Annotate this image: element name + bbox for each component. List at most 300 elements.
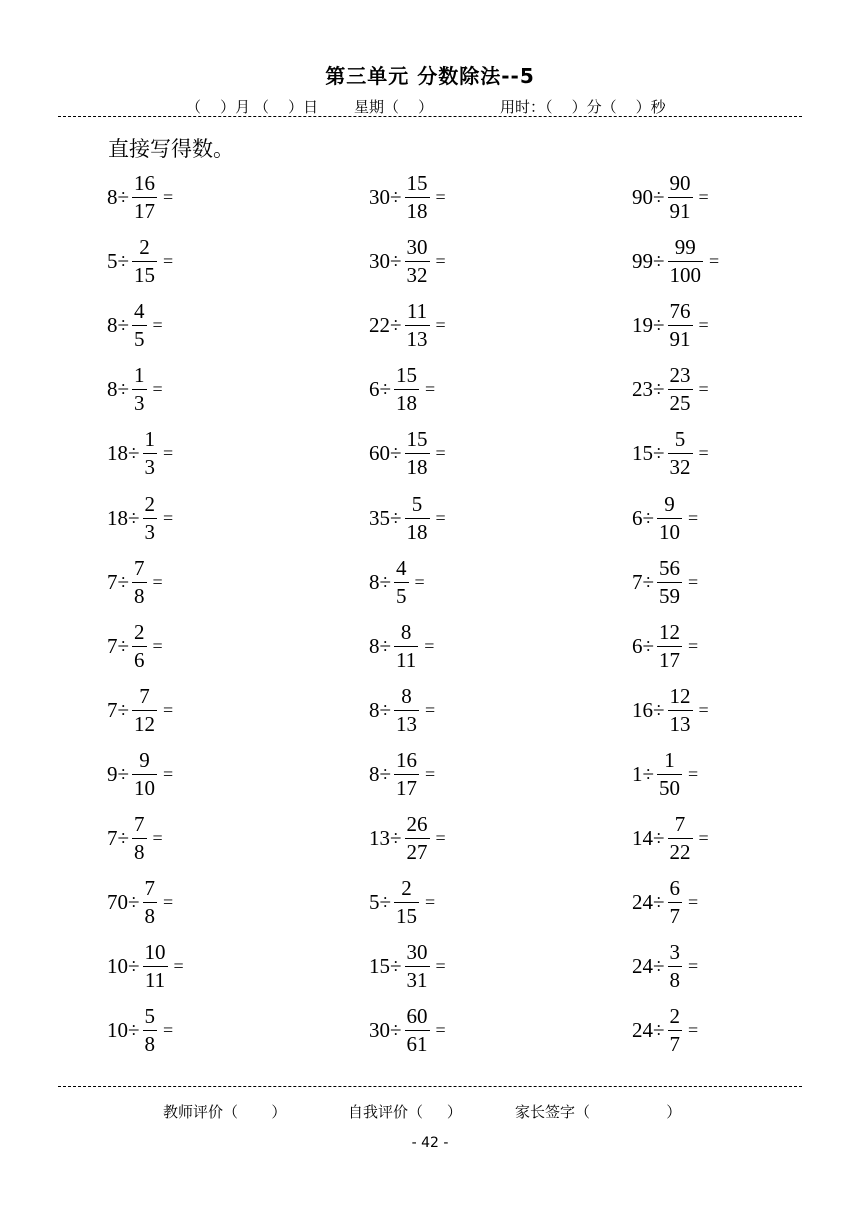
dividend: 24 xyxy=(632,889,653,914)
numerator: 2 xyxy=(144,491,156,516)
problem-item xyxy=(632,491,698,545)
equals-sign: = xyxy=(425,699,436,720)
fraction xyxy=(143,939,168,992)
divide-sign: ÷ xyxy=(390,248,402,273)
divide-sign: ÷ xyxy=(653,825,665,850)
numerator: 12 xyxy=(669,683,691,708)
dividend: 8 xyxy=(107,376,118,401)
problem-item xyxy=(107,170,173,224)
divide-sign: ÷ xyxy=(653,1017,665,1042)
problem-item xyxy=(632,619,698,673)
equals-sign: = xyxy=(163,699,174,720)
fraction xyxy=(405,491,430,544)
divide-sign: ÷ xyxy=(379,889,392,914)
self-evaluation: 自我评价（ ） xyxy=(348,1103,462,1121)
dividend: 24 xyxy=(632,1017,653,1042)
fraction xyxy=(394,875,419,928)
denominator: 17 xyxy=(134,198,156,223)
fraction xyxy=(668,362,693,415)
problem-item xyxy=(369,298,446,352)
problem-item xyxy=(369,234,446,288)
fraction xyxy=(657,555,682,608)
dividend: 8 xyxy=(369,697,380,722)
dividend: 24 xyxy=(632,953,653,978)
fraction xyxy=(668,426,693,479)
divide-sign: ÷ xyxy=(379,697,392,722)
dividend: 7 xyxy=(107,825,118,850)
problem-item xyxy=(632,298,709,352)
equals-sign: = xyxy=(152,827,163,848)
numerator: 9 xyxy=(664,491,675,516)
dividend: 1 xyxy=(632,761,643,786)
problem-item xyxy=(632,939,698,993)
divide-sign: ÷ xyxy=(117,825,130,850)
problem-item xyxy=(107,234,173,288)
denominator: 27 xyxy=(406,839,428,864)
problem-item xyxy=(107,619,163,673)
fraction xyxy=(405,234,430,287)
equals-sign: = xyxy=(425,763,436,784)
divide-sign: ÷ xyxy=(390,440,402,465)
equals-sign: = xyxy=(435,1019,446,1040)
divide-sign: ÷ xyxy=(117,376,130,401)
numerator: 2 xyxy=(139,234,150,259)
fraction xyxy=(668,234,704,287)
equals-sign: = xyxy=(163,442,174,463)
problem-item xyxy=(632,875,698,929)
dividend: 70 xyxy=(107,889,128,914)
denominator: 8 xyxy=(134,839,145,864)
divide-sign: ÷ xyxy=(117,697,130,722)
equals-sign: = xyxy=(698,442,709,463)
numerator: 4 xyxy=(134,298,145,323)
denominator: 11 xyxy=(144,967,166,992)
denominator: 13 xyxy=(396,711,418,736)
numerator: 12 xyxy=(659,619,681,644)
problem-item xyxy=(369,491,446,545)
day-field: （ ）日 xyxy=(254,98,319,116)
denominator: 25 xyxy=(669,390,691,415)
numerator: 2 xyxy=(669,1003,681,1028)
equals-sign: = xyxy=(435,827,446,848)
denominator: 10 xyxy=(659,519,681,544)
problem-item xyxy=(632,426,709,480)
divide-sign: ÷ xyxy=(128,889,140,914)
problem-item xyxy=(632,362,709,416)
numerator: 4 xyxy=(396,555,407,580)
divide-sign: ÷ xyxy=(117,248,130,273)
denominator: 8 xyxy=(144,903,156,928)
numerator: 6 xyxy=(669,875,681,900)
dividend: 7 xyxy=(107,697,118,722)
equals-sign: = xyxy=(688,1019,699,1040)
dividend: 18 xyxy=(107,440,128,465)
fraction xyxy=(668,683,693,736)
numerator: 30 xyxy=(406,234,428,259)
dividend: 23 xyxy=(632,376,653,401)
fraction xyxy=(668,811,693,864)
equals-sign: = xyxy=(152,378,163,399)
divide-sign: ÷ xyxy=(379,569,392,594)
divide-sign: ÷ xyxy=(653,376,665,401)
problem-item xyxy=(369,747,435,801)
teacher-evaluation: 教师评价（ ） xyxy=(163,1103,287,1121)
divide-sign: ÷ xyxy=(653,889,665,914)
dividend: 30 xyxy=(369,1017,390,1042)
dividend: 7 xyxy=(107,569,118,594)
fraction xyxy=(668,875,683,928)
problem-item xyxy=(107,939,184,993)
denominator: 10 xyxy=(134,775,156,800)
divide-sign: ÷ xyxy=(653,440,665,465)
problem-item xyxy=(632,747,698,801)
equals-sign: = xyxy=(424,635,435,656)
denominator: 18 xyxy=(406,198,428,223)
dividend: 8 xyxy=(369,761,380,786)
equals-sign: = xyxy=(163,507,174,528)
denominator: 22 xyxy=(669,839,691,864)
numerator: 99 xyxy=(674,234,696,259)
denominator: 8 xyxy=(669,967,681,992)
equals-sign: = xyxy=(698,827,709,848)
denominator: 18 xyxy=(406,454,428,479)
equals-sign: = xyxy=(163,250,174,271)
numerator: 5 xyxy=(144,1003,156,1028)
dividend: 14 xyxy=(632,825,653,850)
equals-sign: = xyxy=(688,507,699,528)
divide-sign: ÷ xyxy=(128,505,140,530)
numerator: 11 xyxy=(406,298,428,323)
fraction xyxy=(132,555,147,608)
problem-item xyxy=(107,1003,173,1057)
equals-sign: = xyxy=(688,763,699,784)
numerator: 1 xyxy=(134,362,145,387)
equals-sign: = xyxy=(163,891,174,912)
denominator: 13 xyxy=(669,711,691,736)
fraction xyxy=(394,747,419,800)
numerator: 7 xyxy=(134,811,145,836)
equals-sign: = xyxy=(688,571,699,592)
dividend: 8 xyxy=(369,633,380,658)
equals-sign: = xyxy=(425,378,436,399)
denominator: 100 xyxy=(669,262,702,287)
numerator: 10 xyxy=(144,939,166,964)
problem-item xyxy=(369,875,435,929)
dividend: 30 xyxy=(369,248,390,273)
numerator: 15 xyxy=(406,170,428,195)
parent-signature: 家长签字（ ） xyxy=(515,1103,682,1121)
equals-sign: = xyxy=(152,635,163,656)
problem-item xyxy=(369,619,434,673)
fraction xyxy=(132,234,157,287)
dividend: 10 xyxy=(107,1017,128,1042)
fraction xyxy=(405,426,430,479)
dividend: 8 xyxy=(107,184,118,209)
fraction xyxy=(405,939,430,992)
divide-sign: ÷ xyxy=(117,633,130,658)
divide-sign: ÷ xyxy=(390,825,402,850)
equals-sign: = xyxy=(435,507,446,528)
fraction xyxy=(668,298,693,351)
problem-item xyxy=(107,426,173,480)
problem-item xyxy=(632,1003,698,1057)
numerator: 8 xyxy=(401,683,412,708)
problem-item xyxy=(632,811,709,865)
equals-sign: = xyxy=(709,250,720,271)
fraction xyxy=(132,683,157,736)
denominator: 32 xyxy=(406,262,428,287)
fraction xyxy=(405,298,430,351)
numerator: 56 xyxy=(659,555,681,580)
numerator: 1 xyxy=(144,426,156,451)
divide-sign: ÷ xyxy=(653,248,665,273)
fraction xyxy=(132,170,157,223)
divide-sign: ÷ xyxy=(653,953,665,978)
equals-sign: = xyxy=(688,955,699,976)
equals-sign: = xyxy=(435,314,446,335)
denominator: 3 xyxy=(144,454,156,479)
problem-item xyxy=(369,1003,446,1057)
dividend: 6 xyxy=(369,376,380,401)
fraction xyxy=(405,1003,430,1056)
problem-item xyxy=(107,683,173,737)
divide-sign: ÷ xyxy=(642,761,655,786)
denominator: 13 xyxy=(406,326,428,351)
problem-item xyxy=(632,170,709,224)
page-number: - 42 - xyxy=(411,1135,449,1151)
weekday-field: 星期（ ） xyxy=(354,98,434,116)
numerator: 9 xyxy=(139,747,150,772)
numerator: 30 xyxy=(406,939,428,964)
divide-sign: ÷ xyxy=(379,761,392,786)
equals-sign: = xyxy=(173,955,184,976)
numerator: 16 xyxy=(396,747,418,772)
dividend: 9 xyxy=(107,761,118,786)
denominator: 18 xyxy=(406,519,428,544)
divide-sign: ÷ xyxy=(128,440,140,465)
dividend: 5 xyxy=(369,889,380,914)
fraction xyxy=(143,1003,158,1056)
divide-sign: ÷ xyxy=(642,569,655,594)
problem-item xyxy=(632,555,698,609)
denominator: 11 xyxy=(396,647,417,672)
dividend: 22 xyxy=(369,312,390,337)
numerator: 7 xyxy=(674,811,686,836)
denominator: 91 xyxy=(669,326,691,351)
problem-item xyxy=(369,683,435,737)
fraction xyxy=(668,1003,683,1056)
divide-sign: ÷ xyxy=(379,376,392,401)
dividend: 15 xyxy=(369,953,390,978)
divide-sign: ÷ xyxy=(117,184,130,209)
problem-item xyxy=(107,747,173,801)
problem-item xyxy=(369,811,446,865)
numerator: 7 xyxy=(144,875,156,900)
equals-sign: = xyxy=(152,571,163,592)
numerator: 8 xyxy=(400,619,412,644)
dividend: 60 xyxy=(369,440,390,465)
problem-item xyxy=(107,555,163,609)
dividend: 8 xyxy=(107,312,118,337)
equals-sign: = xyxy=(688,635,699,656)
equals-sign: = xyxy=(425,891,436,912)
divide-sign: ÷ xyxy=(390,312,402,337)
fraction xyxy=(132,619,147,672)
numerator: 26 xyxy=(406,811,428,836)
divide-sign: ÷ xyxy=(128,953,140,978)
dividend: 6 xyxy=(632,505,643,530)
divide-sign: ÷ xyxy=(390,184,402,209)
dividend: 13 xyxy=(369,825,390,850)
denominator: 50 xyxy=(659,775,681,800)
dividend: 15 xyxy=(632,440,653,465)
fraction xyxy=(394,362,419,415)
fraction xyxy=(132,811,147,864)
denominator: 6 xyxy=(134,647,145,672)
dividend: 18 xyxy=(107,505,128,530)
worksheet-title: 第三单元 分数除法--5 xyxy=(325,64,535,88)
fraction xyxy=(132,362,147,415)
divide-sign: ÷ xyxy=(390,1017,402,1042)
denominator: 18 xyxy=(396,390,418,415)
equals-sign: = xyxy=(435,186,446,207)
instruction: 直接写得数。 xyxy=(108,137,234,161)
denominator: 17 xyxy=(396,775,418,800)
divide-sign: ÷ xyxy=(379,633,392,658)
numerator: 3 xyxy=(669,939,681,964)
dividend: 35 xyxy=(369,505,390,530)
fraction xyxy=(405,170,430,223)
dividend: 16 xyxy=(632,697,653,722)
equals-sign: = xyxy=(414,571,425,592)
equals-sign: = xyxy=(688,891,699,912)
problem-item xyxy=(369,939,446,993)
equals-sign: = xyxy=(698,186,709,207)
fraction xyxy=(657,619,682,672)
denominator: 8 xyxy=(144,1031,156,1056)
problem-item xyxy=(369,362,435,416)
divide-sign: ÷ xyxy=(642,505,655,530)
denominator: 61 xyxy=(406,1031,428,1056)
divide-sign: ÷ xyxy=(642,633,655,658)
denominator: 3 xyxy=(134,390,145,415)
divide-sign: ÷ xyxy=(653,312,665,337)
time-used-field: 用时：（ ）分（ ）秒 xyxy=(500,98,666,116)
equals-sign: = xyxy=(163,186,174,207)
fraction xyxy=(143,426,158,479)
problem-item xyxy=(107,298,163,352)
numerator: 2 xyxy=(134,619,145,644)
numerator: 7 xyxy=(139,683,150,708)
equals-sign: = xyxy=(163,763,174,784)
equals-sign: = xyxy=(698,378,709,399)
divide-sign: ÷ xyxy=(117,569,130,594)
numerator: 2 xyxy=(401,875,412,900)
divide-sign: ÷ xyxy=(390,953,402,978)
fraction xyxy=(657,747,682,800)
fraction xyxy=(394,619,418,672)
problem-item xyxy=(107,811,163,865)
divide-sign: ÷ xyxy=(117,761,130,786)
denominator: 8 xyxy=(134,583,145,608)
numerator: 15 xyxy=(406,426,428,451)
equals-sign: = xyxy=(152,314,163,335)
problem-item xyxy=(632,234,719,288)
numerator: 23 xyxy=(669,362,691,387)
equals-sign: = xyxy=(435,250,446,271)
numerator: 60 xyxy=(406,1003,428,1028)
fraction xyxy=(657,491,682,544)
problem-item xyxy=(107,362,163,416)
dividend: 90 xyxy=(632,184,653,209)
numerator: 76 xyxy=(669,298,691,323)
numerator: 90 xyxy=(669,170,691,195)
denominator: 7 xyxy=(669,903,681,928)
fraction xyxy=(405,811,430,864)
numerator: 7 xyxy=(134,555,145,580)
footer-divider xyxy=(58,1086,802,1087)
equals-sign: = xyxy=(698,699,709,720)
equals-sign: = xyxy=(435,442,446,463)
dividend: 7 xyxy=(107,633,118,658)
fraction xyxy=(668,939,683,992)
denominator: 91 xyxy=(669,198,691,223)
denominator: 3 xyxy=(144,519,156,544)
denominator: 15 xyxy=(134,262,156,287)
denominator: 7 xyxy=(669,1031,681,1056)
divide-sign: ÷ xyxy=(653,697,665,722)
dividend: 19 xyxy=(632,312,653,337)
denominator: 5 xyxy=(134,326,145,351)
dividend: 30 xyxy=(369,184,390,209)
dividend: 10 xyxy=(107,953,128,978)
problem-item xyxy=(107,875,173,929)
fraction xyxy=(132,298,147,351)
denominator: 32 xyxy=(669,454,691,479)
dividend: 7 xyxy=(632,569,643,594)
numerator: 5 xyxy=(674,426,686,451)
equals-sign: = xyxy=(163,1019,174,1040)
denominator: 5 xyxy=(396,583,407,608)
denominator: 15 xyxy=(396,903,418,928)
divide-sign: ÷ xyxy=(653,184,665,209)
dividend: 5 xyxy=(107,248,118,273)
numerator: 5 xyxy=(411,491,423,516)
problem-item xyxy=(632,683,709,737)
denominator: 12 xyxy=(134,711,156,736)
dividend: 6 xyxy=(632,633,643,658)
problem-item xyxy=(369,170,446,224)
divide-sign: ÷ xyxy=(128,1017,140,1042)
fraction xyxy=(668,170,693,223)
equals-sign: = xyxy=(698,314,709,335)
fraction xyxy=(143,875,158,928)
denominator: 17 xyxy=(659,647,681,672)
equals-sign: = xyxy=(435,955,446,976)
dividend: 8 xyxy=(369,569,380,594)
dividend: 99 xyxy=(632,248,653,273)
denominator: 59 xyxy=(659,583,681,608)
numerator: 15 xyxy=(396,362,418,387)
fraction xyxy=(394,555,409,608)
divide-sign: ÷ xyxy=(390,505,402,530)
problem-item xyxy=(369,555,425,609)
fraction xyxy=(132,747,157,800)
fraction xyxy=(143,491,158,544)
problem-item xyxy=(369,426,446,480)
denominator: 31 xyxy=(406,967,428,992)
problem-item xyxy=(107,491,173,545)
